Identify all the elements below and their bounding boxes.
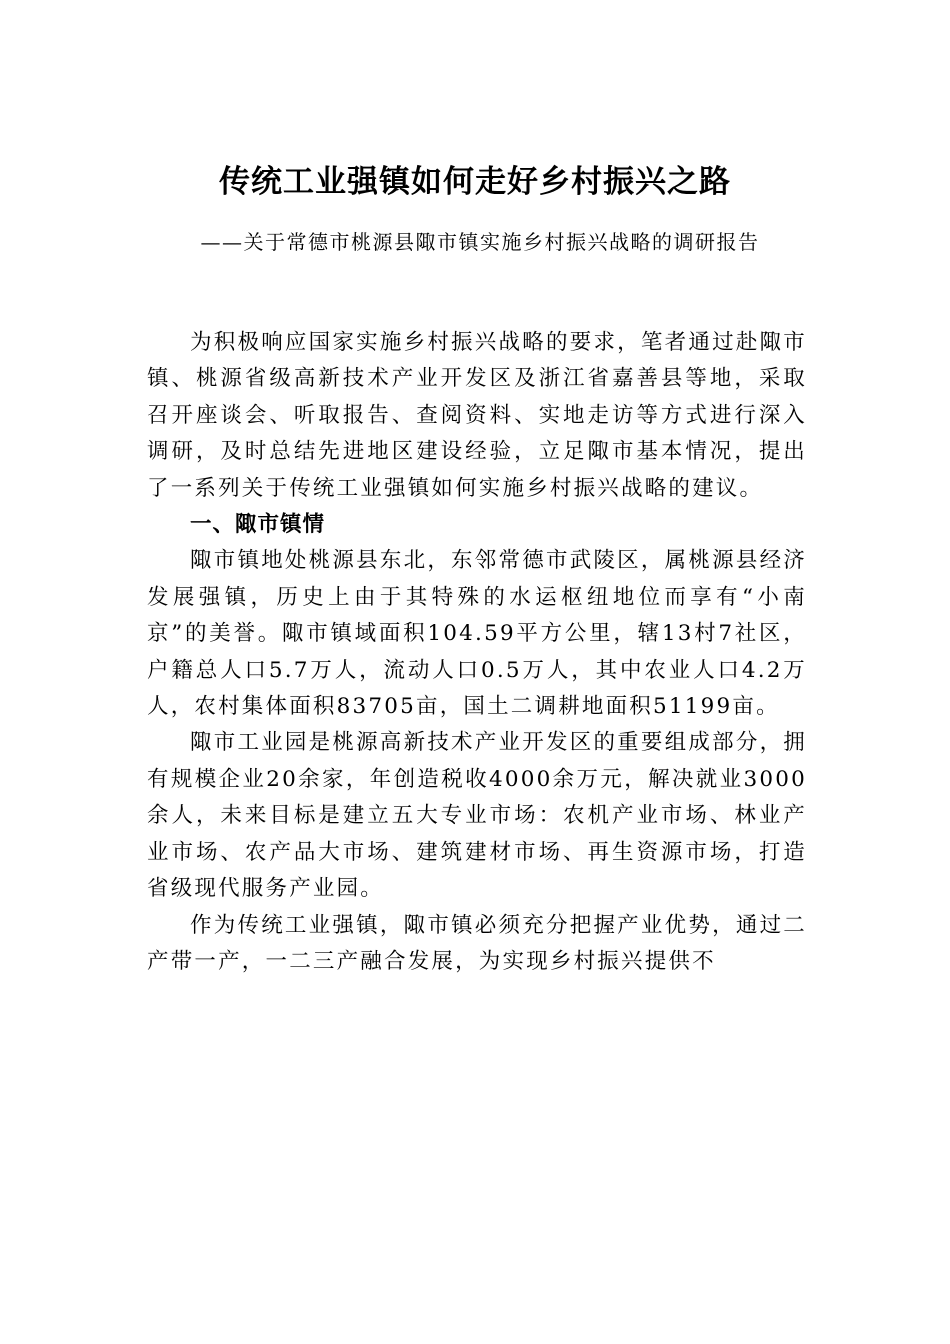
section-paragraph: 作为传统工业强镇，陬市镇必须充分把握产业优势，通过二产带一产，一二三产融合发展，为实现乡村振兴提供不 [147,912,807,974]
intro-paragraph: 为积极响应国家实施乡村振兴战略的要求，笔者通过赴陬市镇、桃源省级高新技术产业开发区及浙江省嘉善县等地，采取召开座谈会、听取报告、查阅资料、实地走访等方式进行深入调研，及时总结先进地区建设经验，立足陬市基本情况，提出了一系列关于传统工业强镇如何实施乡村振兴战略的建议。 [147,330,807,501]
section-paragraph: 陬市镇地处桃源县东北，东邻常德市武陵区，属桃源县经济发展强镇，历史上由于其特殊的水运枢纽地位而享有“小南京”的美誉。陬市镇域面积104.59平方公里，辖13村7社区，户籍总人口5.7万人，流动人口0.5万人，其中农业人口4.2万人，农村集体面积83705亩，国土二调耕地面积51199亩。 [147,548,807,720]
document-body [147,325,807,980]
section-heading: 一、陬市镇情 [190,512,326,538]
section-paragraph: 陬市工业园是桃源高新技术产业开发区的重要组成部分，拥有规模企业20余家，年创造税收4000余万元，解决就业3000余人，未来目标是建立五大专业市场：农机产业市场、林业产业市场、农产品大市场、建筑建材市场、再生资源市场，打造省级现代服务产业园。 [147,730,807,902]
document-subtitle: ——关于常德市桃源县陬市镇实施乡村振兴战略的调研报告 [200,230,760,254]
document-title: 传统工业强镇如何走好乡村振兴之路 [219,164,731,200]
